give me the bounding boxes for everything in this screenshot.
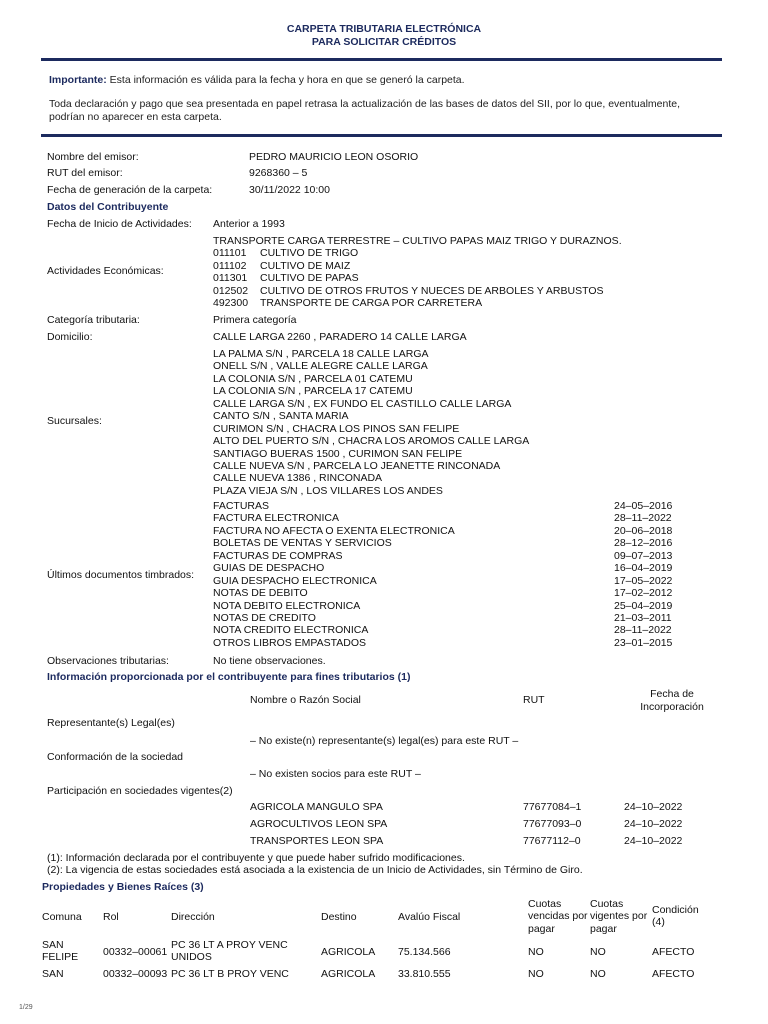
emisor-rut-label: RUT del emisor: <box>47 167 123 179</box>
actividades-label: Actividades Económicas: <box>47 265 164 277</box>
top-divider <box>41 58 722 61</box>
observaciones-value: No tiene observaciones. <box>213 655 326 667</box>
info-section-title: Información proporcionada por el contribuyente para fines tributarios (1) <box>47 671 411 683</box>
actividad-item: 011102 CULTIVO DE MAIZ <box>213 259 351 272</box>
documento-date: 24–05–2016 <box>614 500 673 512</box>
row2-comuna: SAN <box>42 968 64 980</box>
sociedad-rut: 77677093–0 <box>523 818 582 830</box>
th-avaluo: Avalúo Fiscal <box>398 911 461 923</box>
sucursal-item: SANTIAGO BUERAS 1500 , CURIMON SAN FELIPE <box>213 447 463 460</box>
sociedad-fecha: 24–10–2022 <box>624 801 683 813</box>
sucursal-item: ONELL S/N , VALLE ALEGRE CALLE LARGA <box>213 360 428 373</box>
documento-name: FACTURAS <box>213 500 270 512</box>
actividad-item: 492300 TRANSPORTE DE CARGA POR CARRETERA <box>213 297 483 310</box>
categoria-label: Categoría tributaria: <box>47 314 140 326</box>
row1-condicion: AFECTO <box>652 946 695 958</box>
generation-date-label: Fecha de generación de la carpeta: <box>47 184 213 196</box>
row2-rol: 00332–00093 <box>103 968 168 980</box>
conformacion-label: Conformación de la sociedad <box>47 751 183 763</box>
th-cuotas-vencidas: Cuotas vencidas por pagar <box>528 898 588 935</box>
emisor-name-value: PEDRO MAURICIO LEON OSORIO <box>249 151 419 163</box>
documento-date: 17–05–2022 <box>614 574 673 587</box>
actividad-item: 011301 CULTIVO DE PAPAS <box>213 272 359 285</box>
sucursal-item: CALLE NUEVA 1386 , RINCONADA <box>213 472 383 485</box>
row1-avaluo: 75.134.566 <box>398 946 451 958</box>
domicilio-value: CALLE LARGA 2260 , PARADERO 14 CALLE LARGA <box>213 331 467 343</box>
documento-name: GUIAS DE DESPACHO <box>213 562 325 575</box>
document-title-line1: CARPETA TRIBUTARIA ELECTRÓNICA <box>286 23 482 35</box>
th-direccion: Dirección <box>171 911 215 923</box>
documento-date: 23–01–2015 <box>614 636 673 649</box>
page-number: 1/29 <box>19 1004 33 1011</box>
row1-comuna: SAN FELIPE <box>42 939 79 964</box>
documento-name: OTROS LIBROS EMPASTADOS <box>213 636 367 649</box>
documento-name: NOTAS DE CREDITO <box>213 611 316 624</box>
documento-date: 28–12–2016 <box>614 537 673 550</box>
documento-date: 28–11–2022 <box>614 624 672 637</box>
documento-date: 28–11–2022 <box>614 512 672 525</box>
actividades-header: TRANSPORTE CARGA TERRESTRE – CULTIVO PAPAS MAIZ TRIGO Y DURAZNOS. <box>213 235 622 247</box>
sucursal-item: PLAZA VIEJA S/N , LOS VILLARES LOS ANDES <box>213 484 443 497</box>
documento-name: NOTAS DE DEBITO <box>213 587 308 600</box>
sucursal-item: CALLE NUEVA S/N , PARCELA LO JEANETTE RINCONADA <box>213 459 501 472</box>
representantes-value: – No existe(n) representante(s) legal(es) para este RUT – <box>250 735 519 747</box>
inicio-actividades-value: Anterior a 1993 <box>213 218 285 230</box>
observaciones-label: Observaciones tributarias: <box>47 655 169 667</box>
conformacion-value: – No existen socios para este RUT – <box>250 768 421 780</box>
sucursal-item: LA COLONIA S/N , PARCELA 17 CATEMU <box>213 385 413 398</box>
actividades-list <box>213 235 622 310</box>
documentos-label: Últimos documentos timbrados: <box>47 569 195 581</box>
sociedad-rut: 77677084–1 <box>523 801 582 813</box>
sociedad-fecha: 24–10–2022 <box>624 835 683 847</box>
document-title-line2: PARA SOLICITAR CRÉDITOS <box>311 36 457 48</box>
documento-date: 25–04–2019 <box>614 599 673 612</box>
col-header-fecha-line2: Incorporación <box>640 701 704 713</box>
row1-rol: 00332–00061 <box>103 946 168 958</box>
domicilio-label: Domicilio: <box>47 331 93 343</box>
sucursal-item: CALLE LARGA S/N , EX FUNDO EL CASTILLO CALLE LARGA <box>213 397 512 410</box>
th-cuotas-vigentes: Cuotas vigentes por pagar <box>590 898 648 935</box>
actividad-item: 011101 CULTIVO DE TRIGO <box>213 247 359 260</box>
row1-vigentes: NO <box>590 946 606 958</box>
important-text: Esta información es válida para la fecha y hora en que se generó la carpeta. <box>106 74 465 86</box>
sucursal-item: ALTO DEL PUERTO S/N , CHACRA LOS AROMOS CALLE LARGA <box>213 435 530 448</box>
emisor-name-label: Nombre del emisor: <box>47 151 139 163</box>
documento-name: NOTA DEBITO ELECTRONICA <box>213 599 361 612</box>
documento-name: FACTURAS DE COMPRAS <box>213 549 343 562</box>
sociedad-nombre: AGROCULTIVOS LEON SPA <box>250 818 388 830</box>
row2-vencidas: NO <box>528 968 544 980</box>
paper-declaration-notice: Toda declaración y pago que sea presentada en papel retrasa la actualización de las bases de datos del SII, por lo que, eventualmente, podrían no aparecer en esta carpeta. <box>49 98 681 123</box>
documento-date: 17–02–2012 <box>614 587 673 600</box>
notice-divider <box>41 134 722 137</box>
row1-vencidas: NO <box>528 946 544 958</box>
documento-date: 20–06–2018 <box>614 524 673 537</box>
sucursal-item: CURIMON S/N , CHACRA LOS PINOS SAN FELIPE <box>213 422 460 435</box>
sucursales-list <box>213 348 529 497</box>
row2-condicion: AFECTO <box>652 968 695 980</box>
footnote-2: (2): La vigencia de estas sociedades está asociada a la existencia de un Inicio de Actividades, sin Término de Giro. <box>47 864 583 876</box>
documento-date: 16–04–2019 <box>614 562 673 575</box>
row2-vigentes: NO <box>590 968 606 980</box>
documento-name: BOLETAS DE VENTAS Y SERVICIOS <box>213 537 392 550</box>
participacion-label: Participación en sociedades vigentes(2) <box>47 785 233 797</box>
col-header-nombre: Nombre o Razón Social <box>250 694 361 706</box>
footnote-1: (1): Información declarada por el contribuyente y que puede haber sufrido modificaciones. <box>47 852 465 864</box>
sociedad-rut: 77677112–0 <box>523 835 581 847</box>
col-header-fecha-line1: Fecha de <box>650 688 694 700</box>
important-notice <box>49 74 714 87</box>
sucursal-item: CANTO S/N , SANTA MARIA <box>213 410 349 423</box>
row1-direccion: PC 36 LT A PROY VENC UNIDOS <box>171 939 288 964</box>
th-destino: Destino <box>321 911 357 923</box>
emisor-rut-value: 9268360 – 5 <box>249 167 308 179</box>
categoria-value: Primera categoría <box>213 314 297 326</box>
col-header-rut: RUT <box>523 694 545 706</box>
documentos-dates <box>614 500 672 649</box>
th-comuna: Comuna <box>42 911 82 923</box>
th-condicion: Condición (4) <box>652 904 699 929</box>
row2-direccion: PC 36 LT B PROY VENC <box>171 968 289 980</box>
propiedades-section-title: Propiedades y Bienes Raíces (3) <box>42 881 204 893</box>
documento-name: FACTURA ELECTRONICA <box>213 512 340 525</box>
documento-name: FACTURA NO AFECTA O EXENTA ELECTRONICA <box>213 524 455 537</box>
documento-date: 09–07–2013 <box>614 549 673 562</box>
contribuyente-section-title: Datos del Contribuyente <box>47 201 169 213</box>
documento-name: NOTA CREDITO ELECTRONICA <box>213 624 369 637</box>
row1-destino: AGRICOLA <box>321 946 376 958</box>
sociedad-nombre: AGRICOLA MANGULO SPA <box>250 801 383 813</box>
documentos-list <box>213 500 455 649</box>
documento-date: 21–03–2011 <box>614 611 672 624</box>
sucursal-item: LA PALMA S/N , PARCELA 18 CALLE LARGA <box>213 348 429 360</box>
important-label: Importante: <box>49 74 107 86</box>
row2-avaluo: 33.810.555 <box>398 968 451 980</box>
actividad-item: 012502 CULTIVO DE OTROS FRUTOS Y NUECES DE ARBOLES Y ARBUSTOS <box>213 284 604 297</box>
sociedad-nombre: TRANSPORTES LEON SPA <box>250 835 384 847</box>
th-rol: Rol <box>103 911 119 923</box>
row2-destino: AGRICOLA <box>321 968 376 980</box>
sucursal-item: LA COLONIA S/N , PARCELA 01 CATEMU <box>213 372 413 385</box>
inicio-actividades-label: Fecha de Inicio de Actividades: <box>47 218 192 230</box>
sociedad-fecha: 24–10–2022 <box>624 818 683 830</box>
generation-date-value: 30/11/2022 10:00 <box>249 184 330 196</box>
documento-name: GUIA DESPACHO ELECTRONICA <box>213 574 377 587</box>
sucursales-label: Sucursales: <box>47 415 102 427</box>
representantes-label: Representante(s) Legal(es) <box>47 717 175 729</box>
